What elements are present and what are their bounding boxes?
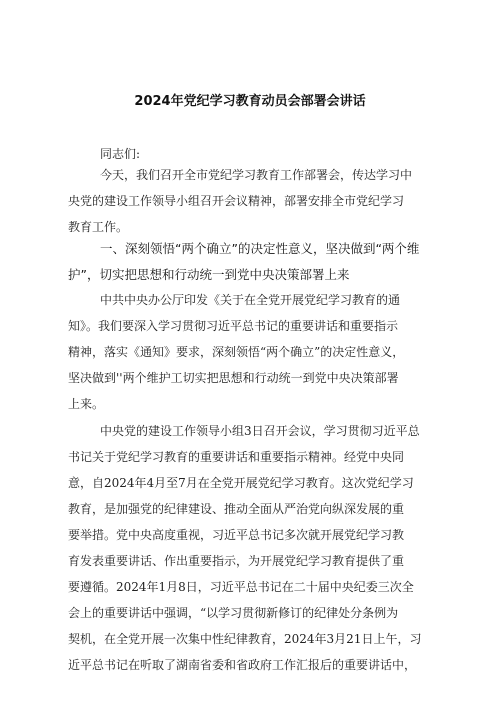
heading-line: 护”，切实把思想和行动统一到党中央决策部署上来 (68, 267, 350, 282)
paragraph-line: 中央党的建设工作领导小组3日召开会议，学习贯彻习近平总 (100, 424, 420, 438)
paragraph-line: 近平总书记在听取了湖南省委和省政府工作汇报后的重要讲话中， (68, 658, 417, 672)
paragraph-line: 知》。我们要深入学习贯彻习近平总书记的重要讲话和重要指示 (68, 319, 399, 333)
document-title: 2024年党纪学习教育动员会部署会讲话 (134, 94, 366, 109)
paragraph-line: 要遵循。2024年1月8日，习近平总书记在二十届中央纪委三次全 (68, 580, 414, 594)
paragraph-line: 央党的建设工作领导小组召开会议精神，部署安排全市党纪学习 (68, 194, 405, 208)
heading-line: 一、深刻领悟“两个确立”的决定性意义，坚决做到“两个维 (100, 241, 420, 256)
paragraph-line: 教育，是加强党的纪律建设、推动全面从严治党向纵深发展的重 (68, 502, 405, 516)
paragraph-line: 精神，落实《通知》要求，深刻领悟“两个确立”的决定性意义， (68, 345, 405, 359)
paragraph-line: 中共中央办公厅印发《关于在全党开展党纪学习教育的通 (100, 293, 401, 307)
paragraph-line: 要举措。党中央高度重视，习近平总书记多次就开展党纪学习教 (68, 528, 405, 542)
paragraph-line: 会上的重要讲话中强调，“以学习贯彻新修订的纪律处分条例为 (68, 606, 399, 620)
paragraph-line: 意，自2024年4月至7月在全党开展党纪学习教育。这次党纪学习 (68, 476, 414, 490)
paragraph-line: 书记关于党纪学习教育的重要讲话和重要指示精神。经党中央同 (68, 450, 405, 464)
opening-paragraph (68, 162, 448, 240)
paragraph-line: 契机，在全党开展一次集中性纪律教育，2024年3月21日上午，习 (68, 632, 422, 646)
section-heading-1 (68, 236, 448, 288)
salutation: 同志们: (100, 147, 141, 161)
paragraph-line: 教育工作。 (68, 220, 129, 234)
paragraph-line: 坚决做到''两个维护工切实把思想和行动统一到党中央决策部署 (68, 371, 399, 385)
paragraph-line: 育发表重要讲话、作出重要指示，为开展党纪学习教育提供了重 (68, 554, 405, 568)
body-paragraph-1 (68, 287, 448, 417)
paragraph-line: 今天，我们召开全市党纪学习教育工作部署会，传达学习中 (100, 168, 413, 182)
body-paragraph-2 (68, 418, 448, 678)
paragraph-line: 上来。 (68, 397, 105, 411)
